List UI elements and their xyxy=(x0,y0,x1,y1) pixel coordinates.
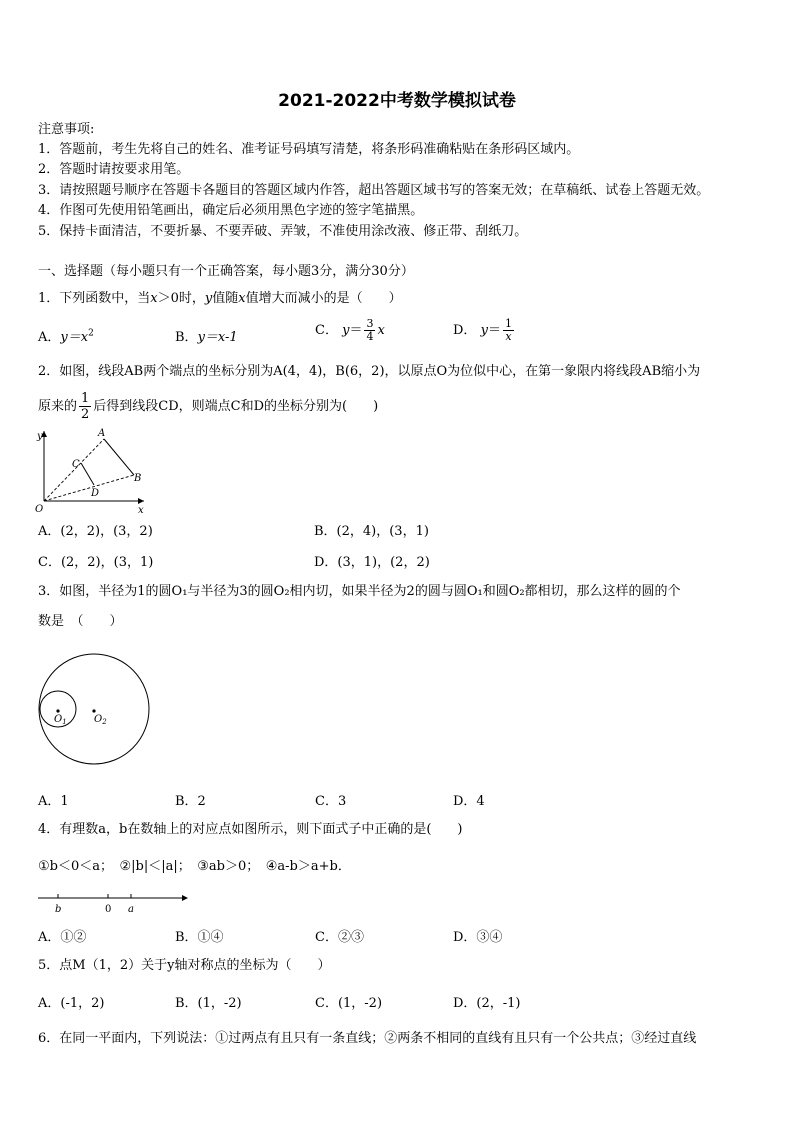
fraction: $\frac{3}{4}$ xyxy=(366,317,374,343)
question-3-stem-line2: 数是 （ ） xyxy=(38,614,123,629)
tick-label-b: b xyxy=(55,904,62,915)
tick-label-zero: 0 xyxy=(105,904,112,915)
question-3-stem: 3．如图，半径为1的圆O₁与半径为3的圆O₂相内切，如果半径为2的圆与圆O₁和圆O₂都相切，那么这样的圆的个 xyxy=(38,584,681,599)
q5-option-b[interactable]: B．(1，-2) xyxy=(175,996,242,1011)
question-2-stem-line2: 原来的 $\frac{1}{2}$ 后得到线段CD，则端点C和D的坐标分别为( ) xyxy=(38,391,379,422)
q3-option-c[interactable]: C．3 xyxy=(315,794,347,809)
page-title: 2021-2022中考数学模拟试卷 xyxy=(278,91,516,111)
tick-label-a: a xyxy=(128,904,134,915)
question-4-stem: 4．有理数a，b在数轴上的对应点如图所示，则下面式子中正确的是( ) xyxy=(38,822,463,837)
origin-label: O xyxy=(35,504,44,515)
notice-item: 5．保持卡面清洁，不要折暴、不要弄破、弄皱，不准使用涂改液、修正带、刮纸刀。 xyxy=(38,224,528,239)
axis-label-x: x xyxy=(138,505,144,515)
q1-option-a[interactable]: A．$y=x^2$ xyxy=(38,328,94,345)
point-label-d: D xyxy=(91,488,100,499)
q2-option-d[interactable]: D．(3，1)，(2，2) xyxy=(314,555,430,570)
q3-option-a[interactable]: A．1 xyxy=(38,794,69,809)
q2-option-a[interactable]: A．(2，2)，(3，2) xyxy=(38,524,153,539)
q1-option-c[interactable]: C． y＝ $\frac{3}{4}$ x xyxy=(315,317,385,343)
notice-item: 4．作图可先使用铅笔画出，确定后必须用黑色字迹的签字笔描黑。 xyxy=(38,203,424,218)
question-1-stem: 1．下列函数中，当x＞0时，y值随x值增大而减小的是（ ） xyxy=(38,291,402,306)
q4-number-line xyxy=(36,888,192,916)
q1-option-b[interactable]: B．y＝x-1 xyxy=(175,330,238,345)
fraction: $\frac{1}{2}$ xyxy=(81,391,90,422)
q3-option-b[interactable]: B．2 xyxy=(175,794,206,809)
question-4-statements: ①b＜0＜a； ②|b|＜|a|； ③ab＞0； ④a-b＞a+b． xyxy=(38,859,351,874)
section-heading: 一、选择题（每小题只有一个正确答案，每小题3分，满分30分） xyxy=(38,264,414,279)
notice-heading: 注意事项: xyxy=(38,122,95,137)
q2-coordinate-figure xyxy=(34,425,154,515)
q4-option-d[interactable]: D．③④ xyxy=(453,930,503,945)
q4-option-b[interactable]: B．①④ xyxy=(175,930,224,945)
q2-option-b[interactable]: B．(2，4)，(3，1) xyxy=(314,524,429,539)
fraction: $\frac{1}{x}$ xyxy=(504,317,512,343)
point-label-c: C xyxy=(72,459,80,470)
q5-option-c[interactable]: C．(1，-2) xyxy=(315,996,383,1011)
question-5-stem: 5．点M（1，2）关于y轴对称点的坐标为（ ） xyxy=(38,958,331,973)
notice-item: 3．请按照题号顺序在答题卡各题目的答题区域内作答，超出答题区域书写的答案无效；在草稿纸、试卷上答题无效。 xyxy=(38,183,710,198)
circle-center-label-o1: $O_1$ xyxy=(54,714,67,726)
notice-item: 1．答题前，考生先将自己的姓名、准考证号码填写清楚，将条形码准确粘贴在条形码区域内。 xyxy=(38,142,580,157)
point-label-a: A xyxy=(98,428,106,439)
question-2-stem: 2．如图，线段AB两个端点的坐标分别为A(4，4)，B(6，2)，以原点O为位似中心，在第一象限内将线段AB缩小为 xyxy=(38,364,701,379)
question-6-stem: 6．在同一平面内，下列说法：①过两点有且只有一条直线；②两条不相同的直线有且只有一个公共点；③经过直线 xyxy=(38,1031,697,1046)
point-label-b: B xyxy=(134,473,142,484)
notice-item: 2．答题时请按要求用笔。 xyxy=(38,162,190,177)
q4-option-a[interactable]: A．①② xyxy=(38,930,87,945)
q4-option-c[interactable]: C．②③ xyxy=(315,930,364,945)
circle-center-label-o2: $O_2$ xyxy=(94,714,107,726)
q2-option-c[interactable]: C．(2，2)，(3，1) xyxy=(38,555,154,570)
q5-option-d[interactable]: D．(2，-1) xyxy=(453,996,521,1011)
axis-label-y: y xyxy=(37,431,43,442)
q1-option-d[interactable]: D． y＝ $\frac{1}{x}$ xyxy=(453,317,512,343)
q5-option-a[interactable]: A．(-1，2) xyxy=(38,996,105,1011)
q3-circles-figure xyxy=(34,650,156,770)
q3-option-d[interactable]: D．4 xyxy=(453,794,485,809)
